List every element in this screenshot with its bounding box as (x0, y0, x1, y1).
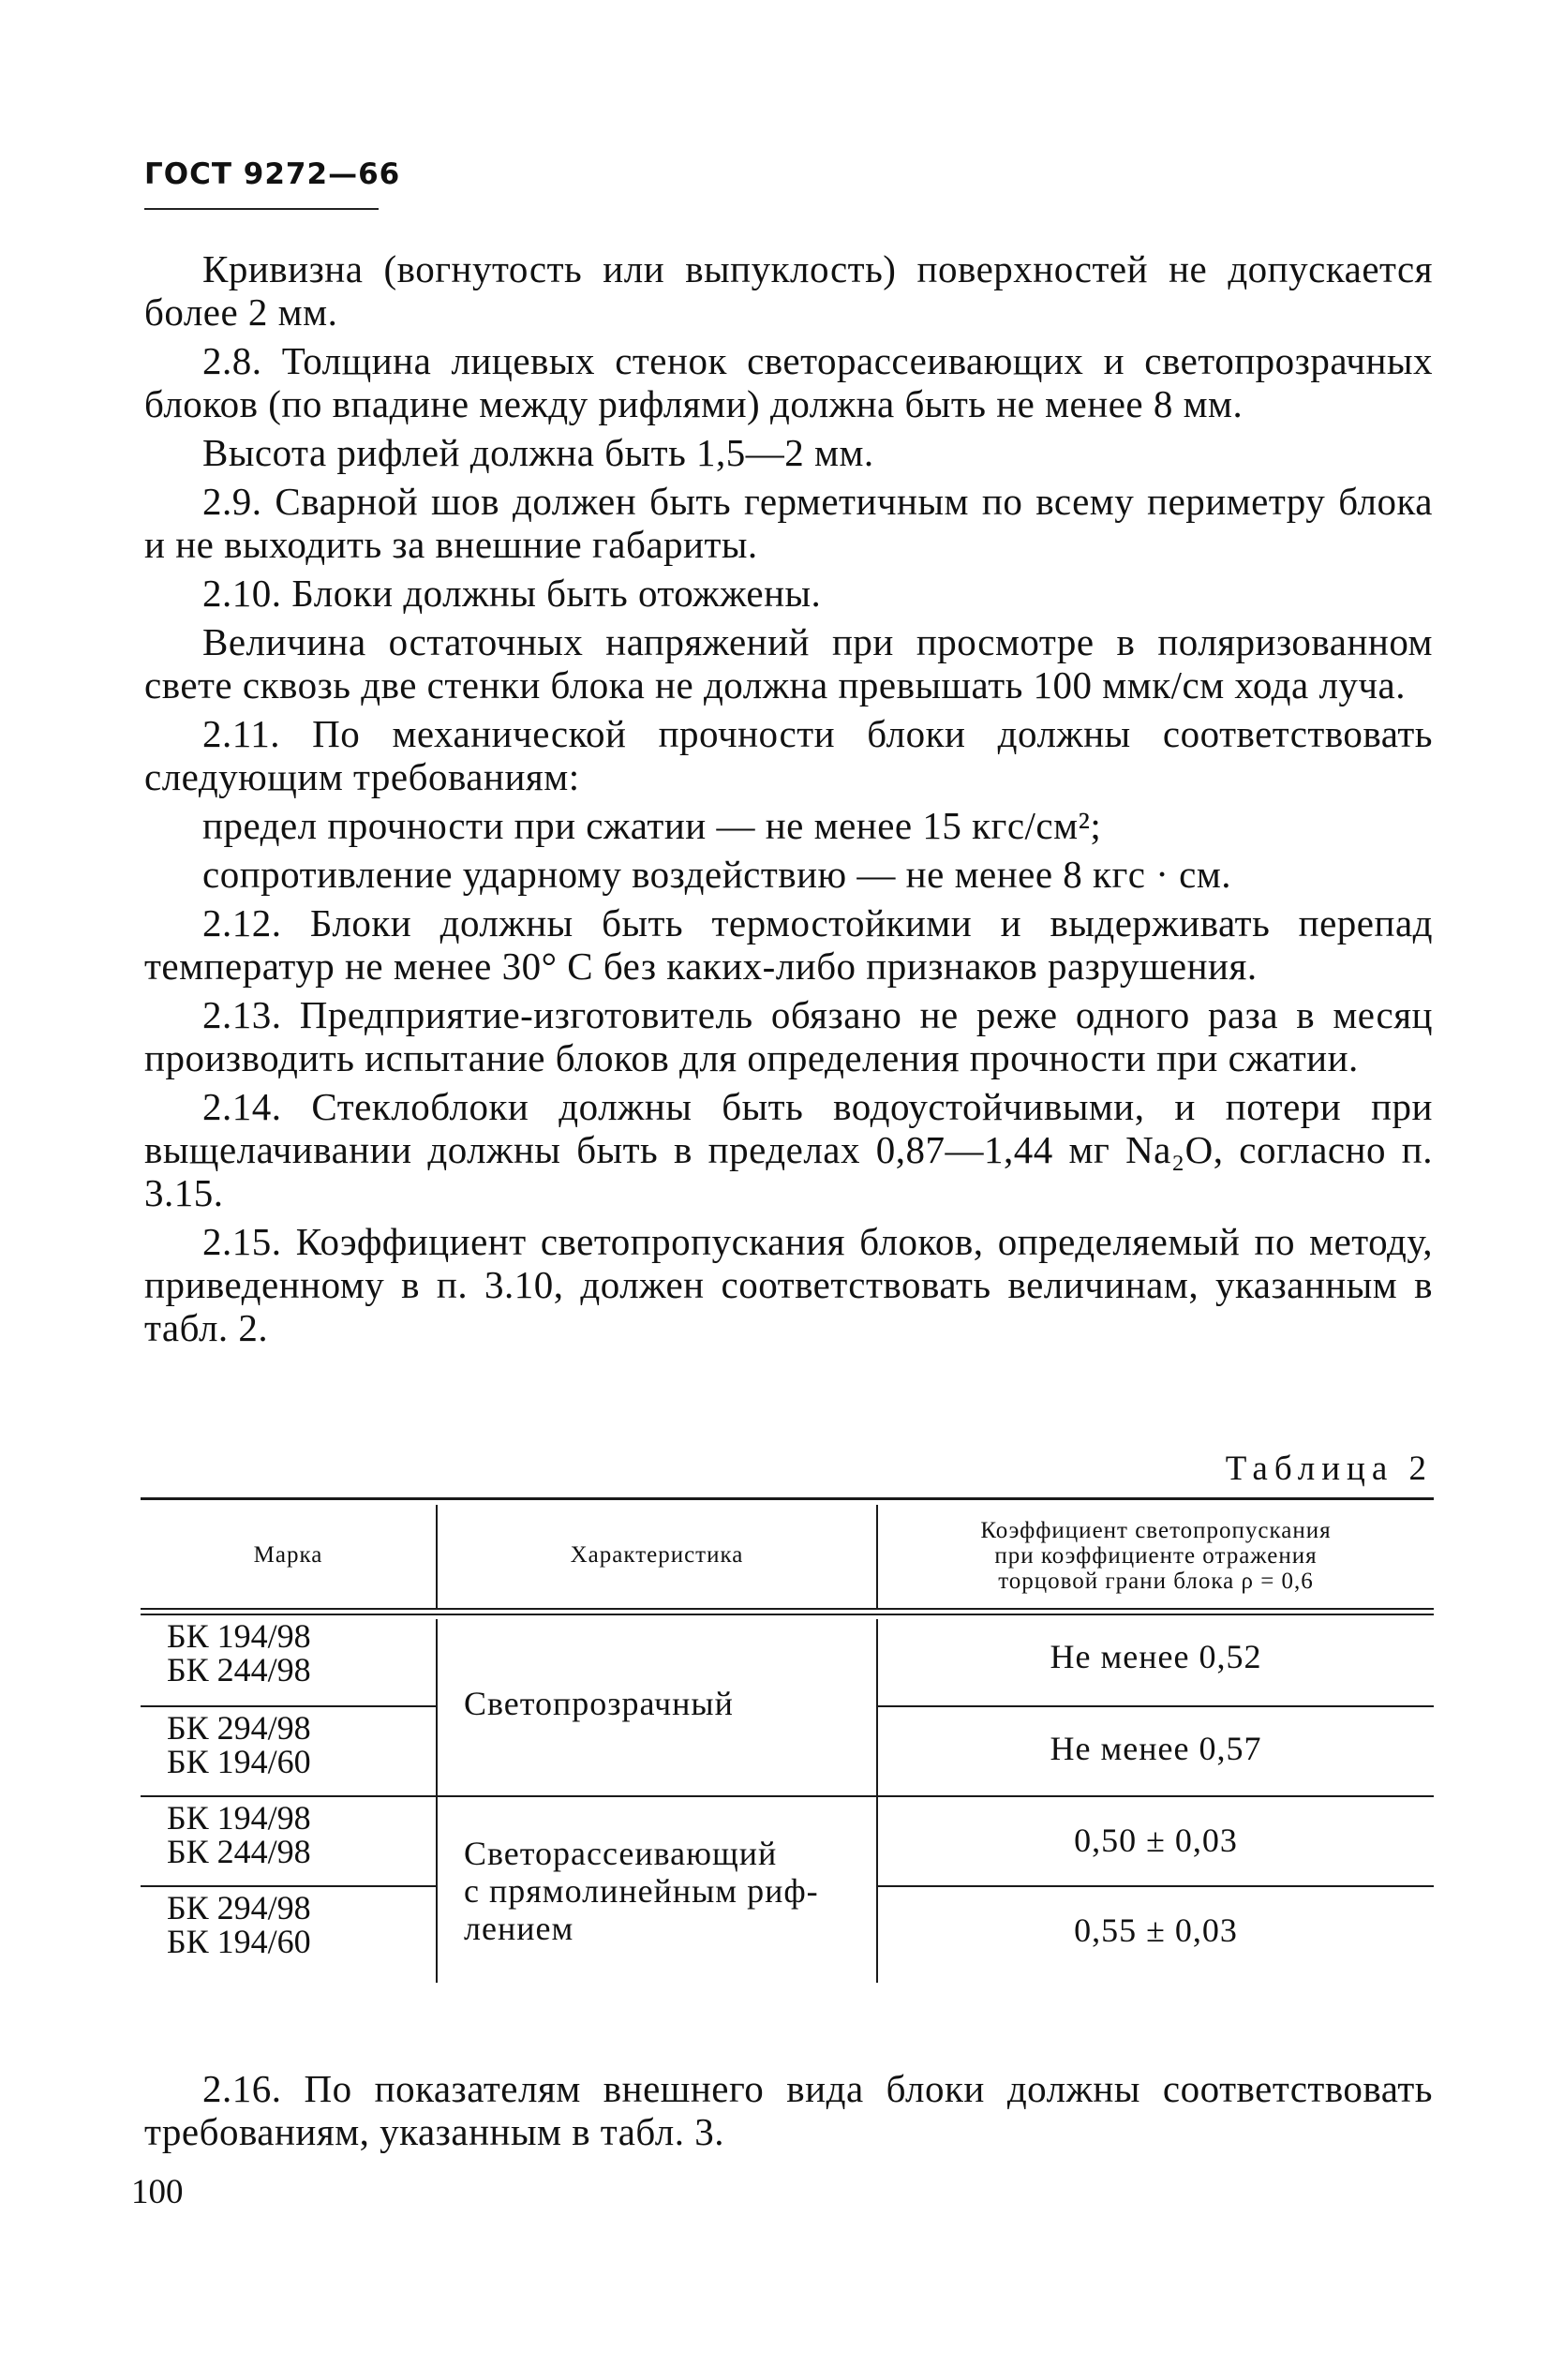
table-cell-value: 0,55 ± 0,03 (1074, 1911, 1238, 1949)
table-cell-characteristic: с прямолинейным риф- (464, 1872, 819, 1910)
paragraph: 2.9. Сварной шов должен быть герметичным по всему периметру блока и не выходить за внешние габариты. (144, 480, 1433, 566)
header-bottom-rule (141, 1608, 1434, 1610)
header-characteristic: Характеристика (570, 1542, 744, 1568)
row-divider (141, 1705, 436, 1707)
paragraph: 2.15. Коэффициент светопропускания блоков, определяемый по методу, приведенному в п. 3.10, должен соответствовать величинам, указанным в табл. 2. (144, 1220, 1433, 1349)
header-coefficient-line3: торцовой грани блока ρ = 0,6 (998, 1569, 1314, 1594)
paragraph: Величина остаточных напряжений при просмотре в поляризованном свете сквозь две стенки блока не должна превышать 100 ммк/см хода луча. (144, 620, 1433, 707)
table-top-rule (141, 1497, 1434, 1500)
row-divider (878, 1705, 1434, 1707)
page-number: 100 (131, 2173, 184, 2211)
table-cell-mark: БК 244/98 (167, 1833, 311, 1870)
paragraph: 2.11. По механической прочности блоки должны соответствовать следующим требованиям: (144, 712, 1433, 798)
header-coefficient-line1: Коэффициент светопропускания (980, 1518, 1332, 1543)
paragraph: 2.12. Блоки должны быть термостойкими и выдерживать перепад температур не менее 30° С без каких-либо признаков разрушения. (144, 901, 1433, 988)
table-cell-mark: БК 294/98 (167, 1709, 311, 1747)
document-header: ГОСТ 9272—66 (144, 157, 401, 191)
table-cell-value: Не менее 0,57 (1050, 1730, 1262, 1767)
table-cell-mark: БК 194/98 (167, 1799, 311, 1837)
row-divider (878, 1885, 1434, 1887)
header-bottom-rule (141, 1614, 1434, 1615)
after-table-text (144, 2067, 1433, 2153)
table-caption: Таблица 2 (1225, 1450, 1433, 1488)
table-cell-mark: БК 244/98 (167, 1651, 311, 1688)
header-mark: Марка (253, 1542, 323, 1568)
data-table (141, 1497, 1434, 1985)
table-cell-characteristic: Светорассеивающий (464, 1835, 778, 1872)
paragraph: сопротивление ударному воздействию — не менее 8 кгс · см. (202, 853, 1232, 896)
table-cell-mark: БК 294/98 (167, 1889, 311, 1926)
header-underline (144, 208, 379, 210)
table-cell-characteristic: лением (464, 1910, 574, 1947)
paragraph: 2.13. Предприятие-изготовитель обязано не реже одного раза в месяц производить испытание блоков для определения прочности при сжатии. (144, 993, 1433, 1079)
paragraph: Кривизна (вогнутость или выпуклость) поверхностей не допускается более 2 мм. (144, 247, 1433, 334)
table-cell-value: 0,50 ± 0,03 (1074, 1822, 1238, 1859)
paragraph: Высота рифлей должна быть 1,5—2 мм. (202, 431, 874, 474)
column-divider (436, 1619, 438, 1983)
paragraph: предел прочности при сжатии — не менее 15 кгс/см²; (202, 804, 1102, 847)
paragraph: 2.10. Блоки должны быть отожжены. (202, 572, 822, 615)
table-cell-mark: БК 194/60 (167, 1743, 311, 1780)
paragraph: 2.14. Стеклоблоки должны быть водоустойчивыми, и потери при выщелачивании должны быть в пределах 0,87—1,44 мг Na₂O, согласно п. 3.15. (144, 1085, 1433, 1214)
header-coefficient-line2: при коэффициенте отражения (994, 1543, 1318, 1569)
group-divider (141, 1795, 1434, 1797)
table-cell-mark: БК 194/60 (167, 1923, 311, 1960)
row-divider (141, 1885, 436, 1887)
body-text (144, 247, 1433, 1349)
paragraph: 2.16. По показателям внешнего вида блоки должны соответствовать требованиям, указанным в табл. 3. (144, 2067, 1433, 2153)
table-cell-characteristic: Светопрозрачный (464, 1685, 734, 1722)
table-cell-mark: БК 194/98 (167, 1617, 311, 1655)
paragraph: 2.8. Толщина лицевых стенок светорассеивающих и светопрозрачных блоков (по впадине между рифлями) должна быть не менее 8 мм. (144, 339, 1433, 425)
table-cell-value: Не менее 0,52 (1050, 1638, 1262, 1675)
